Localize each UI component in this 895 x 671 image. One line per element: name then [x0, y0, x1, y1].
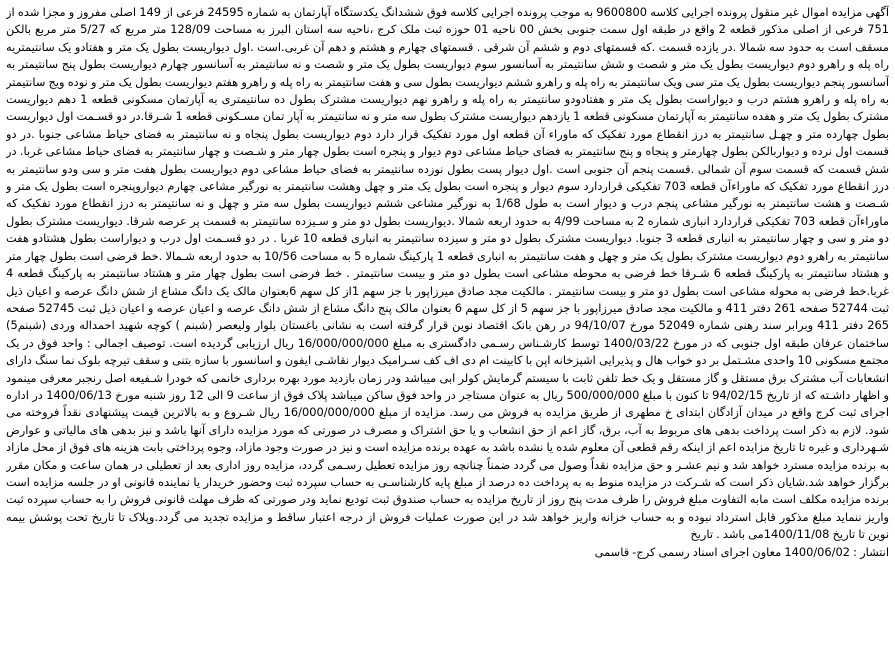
auction-notice	[6, 4, 889, 667]
notice-body: آگهی مزایده اموال غیر منقول پرونده اجرایی کلاسه 9600800 به موجب پرونده اجرایی کلاسه فوق ششدانگ یکدستگاه آپارتمان به شماره 24595 فرعی از 149 اصلی مفروز و مجزا شده از 751 فرعی از اصلی مذکور قطعه 2 واقع در طبقه اول سمت جنوبی بخش 00 ناحیه 01 حوزه ثبت ملک کرج ،ناحیه سه استان البرز به مساحت 128/09 متر مربع که 5/27 متر مربع بالکن مسقف است به حدود سه شمالا .در یازده قسمت .که قسمتهای دوم و ششم آن شرقی . قسمتهای چهارم و هشتم و دهم آن غربی.است .اول دیواریست بطول یک متر و هفتادو یک سانتیمتریه راه پله و راهرو دوم دیواریست بطول یک متر و شصت و شش سانتیمتر به آسانسور سوم دیواریست بطول یک متر و شصت و نه سانتیمتر به آسانسور چهارم دیواریست بطول پنج سانتیمتر به آسانسور پنجم دیواریست بطول یک متر سی ویک سانتیمتر به راه پله و راهرو ششم دیواریست بطول سی و هفت سانتیمتر به راه پله و راهرو هفتم دیواریست بطول یک متر و نوده ویج سانتیمتر به راه پله و راهرو هشتم درب و دیواراست بطول یک متر و هفتادودو سانتیمتر به راه پله و راهرو نهم دیواریست مشترک بطول ده سانتیمتری به آپارتمان مسکونی قطعه 1 دهم دیواریست مشترک بطول یک متر و هفده سانتیمتر به آپارتمان مسکونی قطعه 1 یازدهم دیواریست مشترک بطول سه متر و نه سانتیمتر به آپار تمان مسـکونی قطعه 1 شـرقا.در دو قسـمت اول دیواریست بطول چهارده متر و چهـل سانتیمتر به درز انقطاع مورد تفکیک که ماوراء آن قطعه اول مورد تفکیک قرار دارد دوم دیواریست بطول پنجاه و نه سانتیمتر به فضای حیاط مشاعی جنوبا .در دو قسمت اول نرده و دیواربالکن بطول چهارمتر و پنجاه و پنج سانتیمتر به فضای حیاط مشاعی دوم دیوار و پنجره است بطول چهار متر و شـصت و چهار سانتیمتر به فضای حیاط مشاعی غربا. در شش قسمت که قسمت سوم آن شمالی .قسمت پنجم آن جنوبی است .اول دیوار پست بطول نوزده سانتیمتر به فضای حیاط مشاعی دوم دیواریست بطول هفت متر و سی ودو سانتیمتر به درز انقطاع مورد تفکیک که ماوراءآن قطعه 703 تفکیکی قراردارد سوم دیوار و پنجره است بطول یک متر و چهل وهشت سانتیمتر به نورگیر مشاعی چهارم دیواروپنجره است بطول یک متر و شـصت و هشت سانتیمتر به نورگیر مشاعی پنجم درب و دیوار است به طول 1/68 به نورگیر مشاعی ششم دیواریست بطول سه متر و چهل و نه سانتیمتر به درز انقطاع مورد تفکیک که ماوراءآن قطعه 703 تفکیکی قراردارد انباری شماره 2 به مساحت 4/99 به حدود اربعه شمالا .دیواریست بطول دو متر و سـیزده سانتیمتر به قسمت پر عرصه شرقا. دیواریست مشترک بطول دو متر و سی و چهار سانتیمتر به انباری قطعه 3 جنوبا. دیواریست مشترک بطول دو متر و سیزده سانتیمتر به انباری قطعه 10 غربا . در دو قسـمت اول درب و دیواراست بطول هشتادو هفت سانتیمتر به راهرو دوم دیواریست مشترک بطول یک متر و چهل و هفت سانتیمتر به انباری قطعه 1 پارکینگ شماره 5 به مساحت 10/56 به حدود اربعه شـمالا .خط فرضی است بطول چهار متر و هشتاد سانتیمتر به پارکینگ قطعه 6 شـرقا خط فرضی به محوطه مشاعی است بطول دو متر و بیست سانتیمتر . خط فرضی است بطول چهار متر و هشتاد سانتیمتر به پارکینگ قطعه 4 غربا.خط فرضی به محوله مشاعی است بطول دو متر و بیست سانتیمتر . مالکیت مجد صادق میرزاپور با جز سهم 1از کل سهم 6بعنوان مالک یک دانگ مشاع از شش دانگ عرصه و اعیان ذیل ثبت 52744 صفحه 261 دفتر 411 و مالکیت مجد صادق میرزاپور با جز سهم 5 از کل سهم 6 بعنوان مالک پنج دانگ مشاع از شش دانگ عرصه و اعیان عرصه و اعیان ذیل ثبت 52745 صفحه 265 دفتر 411 وبرابر سند رهنی شماره 52049 مورخ 94/10/07 در رهن بانک اقتصاد نوین قرار گرفته است به نشانی باغستان بلوار ولیعصر (شبنم ) کوچه شهید احمداله وردی (شبنم5) ساختمان عرفان طبقه اول جنوبی که در مورخ 1400/03/22 توسط کارشـناس رسـمی دادگستری به مبلغ 16/000/000/000 ریال ارزیابی گردیده است. توصیف اجمالی : واحد فوق در یک مجتمع مسکونی 10 واحدی مشـتمل بر دو خواب هال و پذیرایی اشپزخانه اپن با کابینت ام دی اف کف سـرامیک دیوار نقاشـی ایفون و اسانسور با سازه بتنی و سقف تیرچه بلوک نما سنگ دارای انشعابات آب مشترک برق مستقل و گاز مستقل و یک خط تلفن ثابت با سیستم گرمایش کولر ابی میباشد ودر زمان بازدید مورد بهره برداری خانمی که خودرا شـفیعه اصل رنجبر معرفی مینمود و اظهار داشـته که از تاریخ 94/02/15 تا کنون با مبلغ 500/000/000 ریال به عنوان مستاجر در واحد فوق ساکن میباشد پلاک فوق از ساعت 9 الی 12 روز شنبه مورخ 1400/06/13 در اداره اجرای ثبت کرج واقع در میدان آزادگان ابتدای خ مطهری از طریق مزایده به فروش می رسد. مزایده از مبلغ 16/000/000/000 ریال شـروع و به بالاترین قیمت پیشنهادی نقداً فروخته می شود. لازم به ذکر است پرداخت بدهی های مربوط به آب، برق، گاز اعم از حق انشعاب و یا حق اشتراک و مصرف در صورتی که مورد مزایده دارای آنها باشد و نیز بدهی های مالیاتی و عوارض شـهرداری و غیره تا تاریخ مزایده اعم از اینکه رقم قطعی آن معلوم شده یا نشده باشد به عهده برنده مزایده است و نیز در صورت وجود مازاد، وجوه پرداختی بابت هزینه های فوق از محل مازاد به برنده مزایده مسترد خواهد شد و نیم عشـر و حق مزایده نقداً وصول می گردد ضمناً چنانچه روز مزایده تعطیل رسـمی گردد، مزایده روز اداری بعد از تعطیلی در همان ساعت و مکان مقرر برگزار خواهد شد.شایان ذکر است که شـرکت در مزایده منوط به به پرداخت ده درصد از مبلغ پایه کارشناسـی به حساب سپرده ثبت وحضور خریدار یا نماینده قانونی او در جلسه مزایده است برنده مزایده مکلف است مابه التفاوت مبلغ فروش را ظرف مدت پنج روز از تاریخ مزایده به حساب صندوق ثبت تودیع نماید ودر صورتی که ظرف مهلت قانونی فروش را به حساب سپرده ثبت واریز ننماید مبلغ مذکور قابل استرداد نبوده و به حساب خزانه واریز خواهد شد در این صورت عملیات فروش از درجه اعتبار ساقط و مزایده تجدید می گردد.وپلاک تا تاریخ تحت پوشش بیمه نوین تا تاریخ 1400/11/08می باشد . تاریخ	[6, 5, 889, 542]
notice-footer: انتشار : 1400/06/02 معاون اجرای اسناد رسمی کرج- قاسمی	[594, 544, 889, 559]
